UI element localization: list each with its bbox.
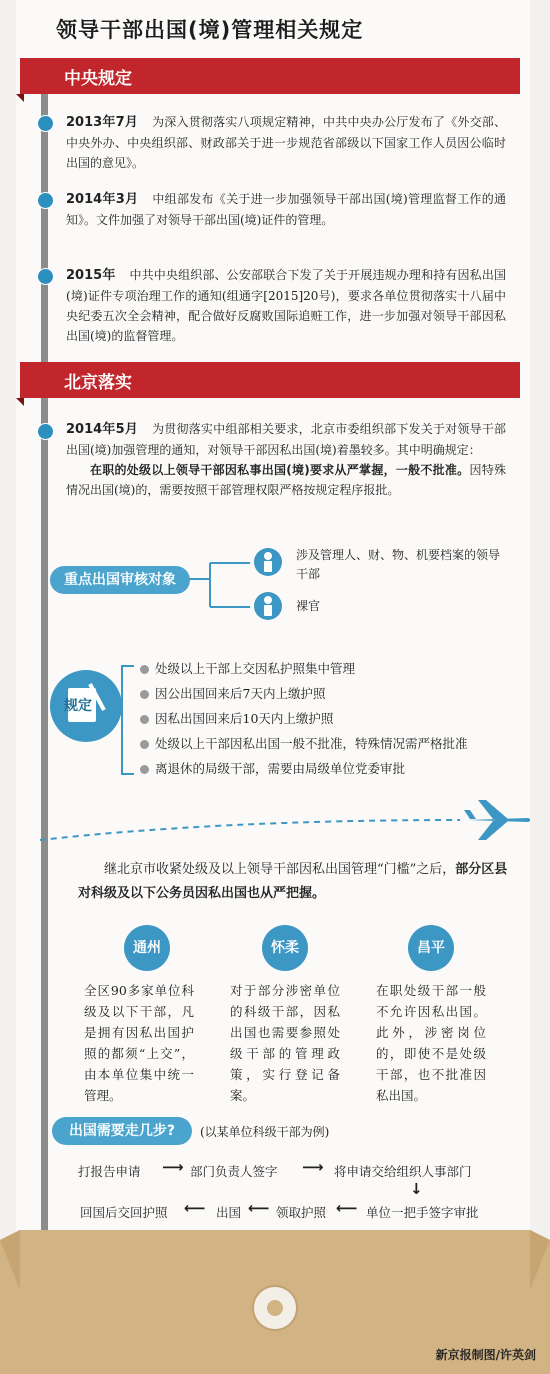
right-arrow-icon: ⟶ (162, 1158, 184, 1176)
district-label-changping: 昌平 (408, 925, 454, 971)
left-arrow-icon: ⟵ (336, 1199, 358, 1217)
credit: 新京报制图/许英剑 (435, 1348, 536, 1362)
step-go-abroad: 出国 (216, 1205, 242, 1220)
review-target-1: 涉及管理人、财、物、机要档案的领导干部 (296, 548, 501, 581)
step-leader-approve: 单位一把手签字审批 (366, 1205, 479, 1220)
central-entry-2013 (66, 112, 506, 173)
review-targets-label: 重点出国审核对象 (50, 566, 190, 594)
section-banner-beijing (20, 362, 520, 398)
left-arrow-icon: ⟵ (248, 1199, 270, 1217)
intro-bold: 部分区县对科级及以下公务员因私出国也从严把握。 (78, 862, 508, 901)
rules-label: 规定 (64, 698, 92, 714)
page-title: 领导干部出国(境)管理相关规定 (56, 18, 364, 42)
district-label-tongzhou: 通州 (124, 925, 170, 971)
district-text-tongzhou: 全区90多家单位科级及以下干部，凡是拥有因私出国护照的都须“上交”，由本单位集中统一管理。 (84, 983, 194, 1103)
entry-date: 2015年 (66, 268, 116, 283)
entry-tail-text: 因特殊情况出国(境)的，需要按照干部管理权限严格按规定程序报批。 (66, 463, 506, 497)
district-label-huairou: 怀柔 (262, 925, 308, 971)
step-dept-sign: 部门负责人签字 (190, 1164, 278, 1179)
left-arrow-icon: ⟵ (184, 1199, 206, 1217)
entry-text: 中共中央组织部、公安部联合下发了关于开展违规办理和持有因私出国(境)证件专项治理工作的通知(组通字[2015]20号)，要求各单位贯彻落实十八届中央纪委五次全会精神，配合做好反腐败国际追赃工作，进一步加强对领导干部因私出国(境)的监督管理。 (66, 268, 506, 343)
rule-item: 处级以上干部因私出国一般不批准，特殊情况需严格批准 (140, 731, 468, 756)
district-text-changping: 在职处级干部一般不允许因私出国。此外，涉密岗位的，即使不是处级干部，也不批准因私出国。 (376, 983, 486, 1103)
central-entry-2014 (66, 189, 506, 230)
steps-note: (以某单位科级干部为例) (200, 1125, 330, 1139)
person-icon (254, 548, 282, 576)
entry-date: 2014年5月 (66, 422, 139, 437)
timeline-dot (37, 423, 54, 440)
entry-bold-text: 在职的处级以上领导干部因私事出国(境)要求从严掌握，一般不批准。 (90, 463, 470, 477)
step-return-passport: 回国后交回护照 (80, 1205, 168, 1220)
rule-item: 离退休的局级干部，需要由局级单位党委审批 (140, 756, 468, 781)
airplane-icon (464, 800, 530, 840)
entry-date: 2014年3月 (66, 192, 139, 207)
step-submit-hr: 将申请交给组织人事部门 (334, 1164, 472, 1179)
right-arrow-icon: ⟶ (302, 1158, 324, 1176)
rules-bracket (118, 660, 138, 780)
section-title-central: 中央规定 (64, 69, 132, 89)
districts-intro (78, 858, 508, 906)
central-entry-2015 (66, 265, 506, 346)
rule-item: 因公出国回来后7天内上缴护照 (140, 681, 468, 706)
section-title-beijing: 北京落实 (64, 373, 132, 393)
section-banner-central (20, 58, 520, 94)
timeline-dot (37, 192, 54, 209)
rules-list (140, 656, 468, 781)
down-arrow-icon: ↓ (410, 1180, 423, 1198)
step-apply: 打报告申请 (78, 1164, 141, 1179)
connector-lines (180, 555, 260, 615)
flight-path (20, 790, 530, 850)
rule-item: 处级以上干部上交因私护照集中管理 (140, 656, 468, 681)
entry-text: 为深入贯彻落实八项规定精神，中共中央办公厅发布了《外交部、中央外办、中央组织部、财政部关于进一步规范省部级以下国家工作人员因公临时出国的意见》。 (66, 115, 506, 170)
entry-date: 2013年7月 (66, 115, 139, 130)
review-target-2: 裸官 (296, 599, 321, 613)
rules-badge (50, 670, 122, 742)
person-icon (254, 592, 282, 620)
intro-normal: 继北京市收紧处级及以上领导干部因私出国管理“门槛”之后， (104, 862, 456, 877)
timeline-dot (37, 268, 54, 285)
rule-item: 因私出国回来后10天内上缴护照 (140, 706, 468, 731)
steps-label: 出国需要走几步? (52, 1117, 192, 1145)
district-text-huairou: 对于部分涉密单位的科级干部，因私出国也需要参照处级干部的管理政策，实行登记备案。 (230, 983, 340, 1103)
step-get-passport: 领取护照 (276, 1205, 327, 1220)
entry-text: 为贯彻落实中组部相关要求，北京市委组织部下发关于对领导干部出国(境)加强管理的通知，对领导干部因私出国(境)着墨较多。其中明确规定： (66, 422, 506, 457)
entry-text: 中组部发布《关于进一步加强领导干部出国(境)管理监督工作的通知》。文件加强了对领导干部出国(境)证件的管理。 (66, 192, 506, 227)
beijing-entry-2014 (66, 419, 506, 500)
timeline-dot (37, 115, 54, 132)
